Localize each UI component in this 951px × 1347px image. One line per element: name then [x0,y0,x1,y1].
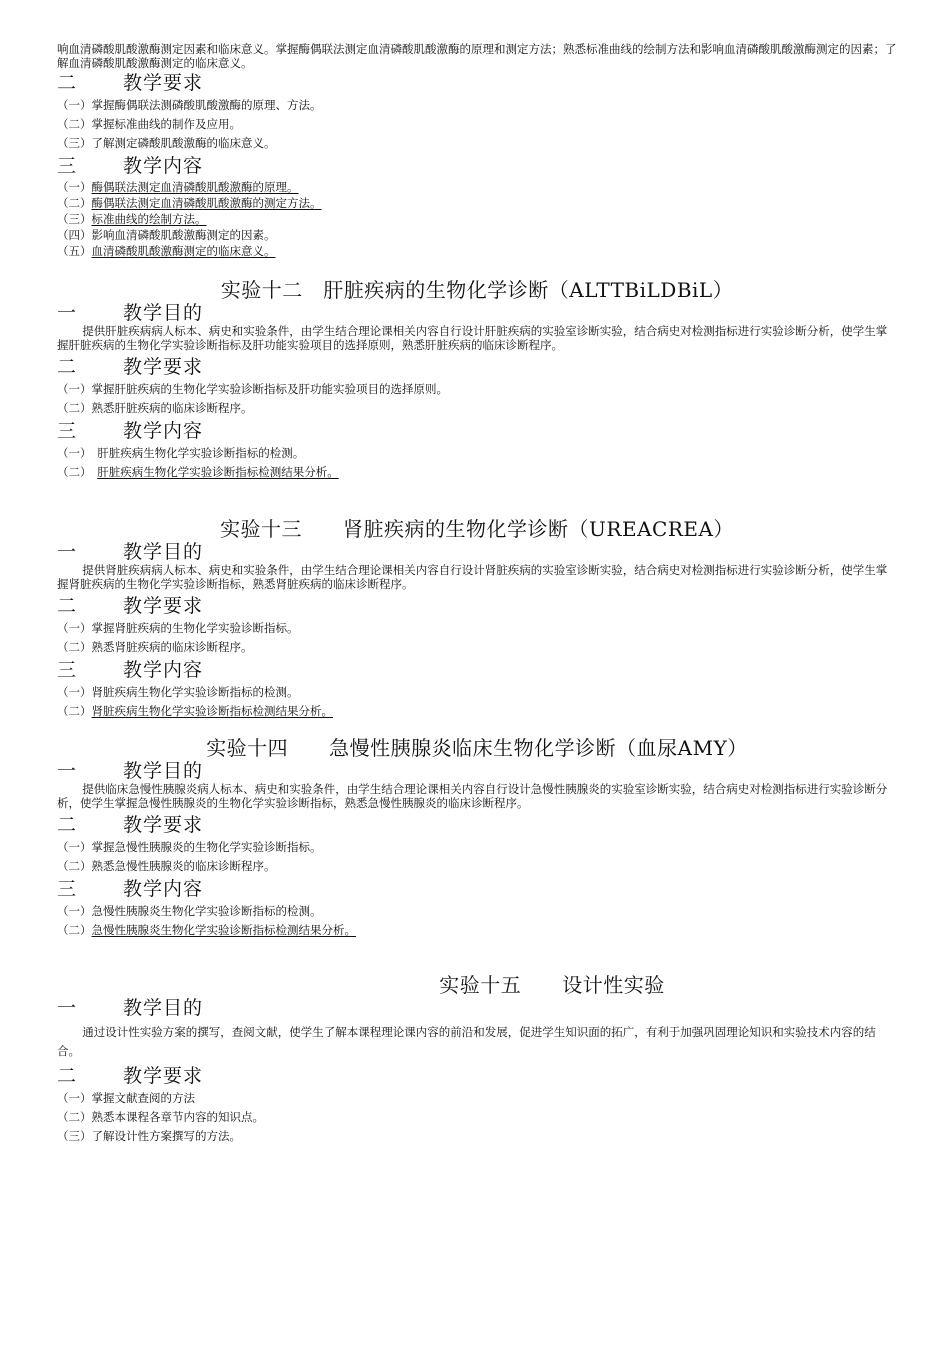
item-prefix: （一） [57,180,92,194]
item-prefix: （二） [57,465,98,479]
list-item [57,704,897,718]
list-item: （三）了解测定磷酸肌酸激酶的临床意义。 [57,136,276,150]
experiment-13 [57,517,897,718]
section-heading-content [57,155,897,177]
section-heading-requirements [57,1065,897,1087]
requirements-list [57,1091,897,1143]
item-prefix: （五） [57,244,92,258]
item-text: 急慢性胰腺炎生物化学实验诊断指标检测结果分析。 [91,923,356,937]
requirements-list [57,98,897,150]
section-heading-content [57,420,897,442]
item-text: 肝脏疾病生物化学实验诊断指标检测结果分析。 [97,465,339,479]
item-text: 肾脏疾病生物化学实验诊断指标的检测。 [91,685,299,699]
item-text: 标准曲线的绘制方法。 [91,212,207,226]
section-heading-requirements [57,72,897,94]
section-title: 教学要求 [123,595,204,617]
list-item: （二）掌握标准曲线的制作及应用。 [57,117,241,131]
list-item: （一）掌握肝脏疾病的生物化学实验诊断指标及肝功能实验项目的选择原则。 [57,382,448,396]
list-item: （二）熟悉肾脏疾病的临床诊断程序。 [57,640,253,654]
section-title: 教学目的 [123,997,204,1019]
list-item: （三）了解设计性方案撰写的方法。 [57,1129,241,1143]
section-title: 教学要求 [123,1065,204,1087]
section-number: 一 [57,302,78,324]
experiment-15 [57,973,897,1143]
list-item [57,212,897,226]
section-number: 三 [57,659,78,681]
item-text: 肝脏疾病生物化学实验诊断指标的检测。 [97,446,305,460]
section-number: 二 [57,356,78,378]
section-heading-content [57,659,897,681]
item-prefix: （二） [57,923,92,937]
item-prefix: （一） [57,904,92,918]
section-heading-content [57,878,897,900]
section-number: 二 [57,1065,78,1087]
list-item [57,465,897,479]
section-number: 三 [57,878,78,900]
section-title: 教学目的 [123,541,204,563]
list-item: （一）掌握酶偶联法测磷酸肌酸激酶的原理、方法。 [57,98,322,112]
item-text: 肾脏疾病生物化学实验诊断指标检测结果分析。 [91,704,333,718]
section-title: 教学要求 [123,814,204,836]
list-item [57,244,897,258]
item-prefix: （一） [57,446,98,460]
item-text: 酶偶联法测定血清磷酸肌酸激酶的原理。 [91,180,299,194]
section-number: 一 [57,997,78,1019]
section-number: 一 [57,541,78,563]
objective-paragraph: 通过设计性实验方案的撰写，查阅文献，使学生了解本课程理论课内容的前沿和发展，促进学生知识面的拓广，有利于加强巩固理论知识和实验技术内容的结合。 [57,1025,876,1058]
content-list [57,446,897,479]
section-number: 二 [57,814,78,836]
section-heading-objective [57,760,897,782]
section-title: 教学目的 [123,760,204,782]
list-item [57,685,897,699]
experiment-title: 实验十二 肝脏疾病的生物化学诊断（ALTTBiLDBiL） [220,278,734,302]
item-prefix: （二） [57,196,92,210]
section-number: 三 [57,420,78,442]
section-number: 一 [57,760,78,782]
item-text: 血清磷酸肌酸激酶测定的临床意义。 [91,244,276,258]
objective-paragraph: 提供肾脏疾病病人标本、病史和实验条件，由学生结合理论课相关内容自行设计肾脏疾病的实验室诊断实验，结合病史对检测指标进行实验诊断分析，使学生掌握肾脏疾病的生物化学实验诊断指标，熟悉肾脏疾病的临床诊断程序。 [57,563,888,591]
section-title: 教学内容 [123,420,204,442]
list-item: （二）熟悉急慢性胰腺炎的临床诊断程序。 [57,859,276,873]
list-item: （二）熟悉肝脏疾病的临床诊断程序。 [57,401,253,415]
section-title: 教学内容 [123,659,204,681]
item-prefix: （三） [57,212,92,226]
item-prefix: （一） [57,685,92,699]
experiment-title: 实验十五 设计性实验 [439,973,665,997]
list-item: （一）掌握急慢性胰腺炎的生物化学实验诊断指标。 [57,840,322,854]
objective-paragraph: 提供临床急慢性胰腺炎病人标本、病史和实验条件，由学生结合理论课相关内容自行设计急慢性胰腺炎的实验室诊断实验，结合病史对检测指标进行实验诊断分析，使学生掌握急慢性胰腺炎的生物化学实验诊断指标，熟悉急慢性胰腺炎的临床诊断程序。 [57,782,888,810]
content-list [57,685,897,718]
requirements-list [57,840,897,873]
item-text: 影响血清磷酸肌酸激酶测定的因素。 [91,228,276,242]
document-page [57,42,897,1148]
section-heading-requirements [57,356,897,378]
section-heading-objective [57,997,897,1019]
experiment-title: 实验十三 肾脏疾病的生物化学诊断（UREACREA） [220,517,734,541]
section-heading-objective [57,302,897,324]
list-item [57,446,897,460]
intro-paragraph: 响血清磷酸肌酸激酶测定因素和临床意义。掌握酶偶联法测定血清磷酸肌酸激酶的原理和测定方法；熟悉标准曲线的绘制方法和影响血清磷酸肌酸激酶测定的因素；了解血清磷酸肌酸激酶测定的临床意义。 [57,42,897,70]
item-text: 急慢性胰腺炎生物化学实验诊断指标的检测。 [91,904,322,918]
section-number: 二 [57,72,78,94]
list-item [57,923,897,937]
list-item: （一）掌握肾脏疾病的生物化学实验诊断指标。 [57,621,299,635]
section-title: 教学要求 [123,356,204,378]
item-prefix: （二） [57,704,92,718]
experiment-14 [57,736,897,937]
list-item: （二）熟悉本课程各章节内容的知识点。 [57,1110,264,1124]
section-title: 教学要求 [123,72,204,94]
section-heading-requirements [57,814,897,836]
requirements-list [57,621,897,654]
experiment-title: 实验十四 急慢性胰腺炎临床生物化学诊断（血尿AMY） [206,736,748,760]
section-number: 三 [57,155,78,177]
section-title: 教学目的 [123,302,204,324]
content-list [57,904,897,937]
section-number: 二 [57,595,78,617]
item-prefix: （四） [57,228,92,242]
list-item [57,180,897,194]
list-item [57,904,897,918]
requirements-list [57,382,897,415]
experiment-12 [57,278,897,479]
list-item [57,196,897,210]
item-text: 酶偶联法测定血清磷酸肌酸激酶的测定方法。 [91,196,322,210]
section-title: 教学内容 [123,878,204,900]
content-list [57,180,897,258]
list-item [57,228,897,242]
section-heading-requirements [57,595,897,617]
section-title: 教学内容 [123,155,204,177]
list-item: （一）掌握文献查阅的方法 [57,1091,195,1105]
objective-paragraph: 提供肝脏疾病病人标本、病史和实验条件，由学生结合理论课相关内容自行设计肝脏疾病的实验室诊断实验，结合病史对检测指标进行实验诊断分析，使学生掌握肝脏疾病的生物化学实验诊断指标及肝功能实验项目的选择原则，熟悉肝脏疾病的临床诊断程序。 [57,324,888,352]
section-heading-objective [57,541,897,563]
